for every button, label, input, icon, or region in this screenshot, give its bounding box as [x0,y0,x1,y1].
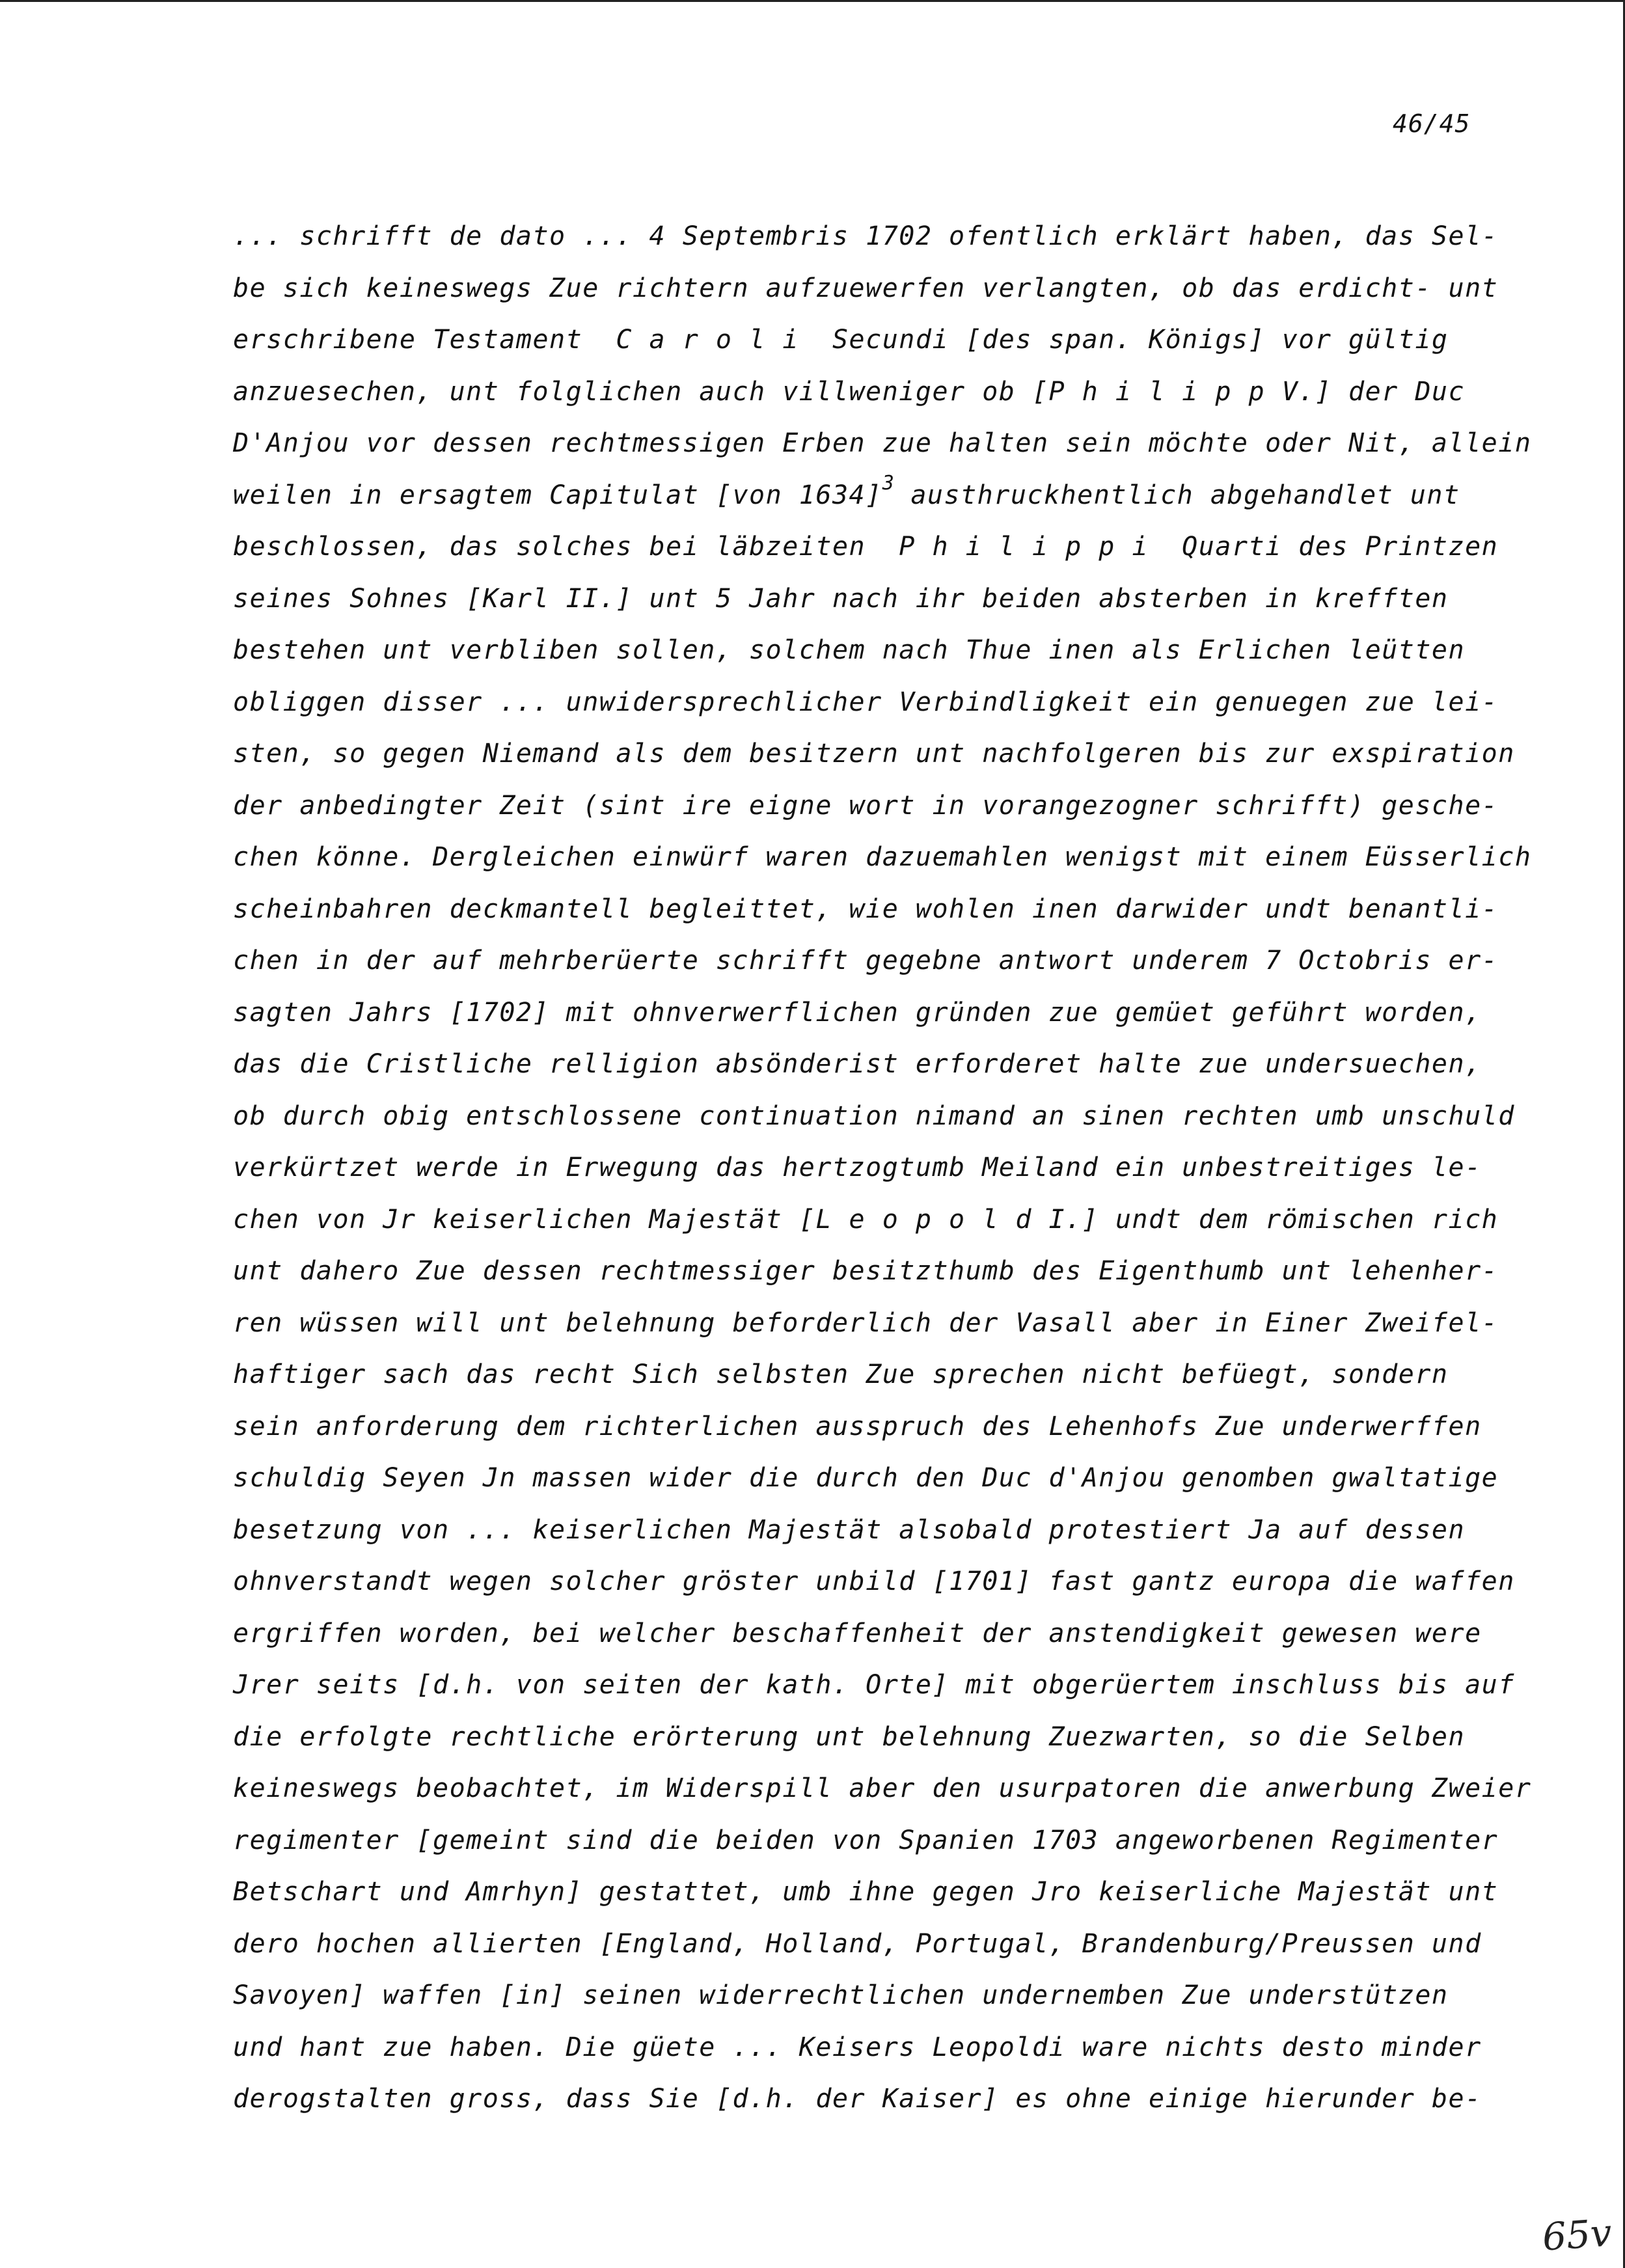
page-number: 46/45 [1393,109,1471,138]
text-line: ergriffen worden, bei welcher beschaffenheit der anstendigkeit gewesen were [233,1618,1482,1648]
text-line-start: weilen in ersagtem Capitulat [von 1634] [233,480,882,510]
text-line: ... schrifft de dato ... 4 Septembris 1702 ofentlich erklärt haben, das Sel- [233,221,1499,251]
handwritten-folio-mark: 65v [1540,2210,1613,2260]
page-border-top [0,0,1625,2]
text-line: chen könne. Dergleichen einwürf waren dazuemahlen wenigst mit einem Eüsserlich [233,842,1532,872]
text-line: schuldig Seyen Jn massen wider die durch den Duc d'Anjou genomben gwaltatige [233,1463,1499,1493]
text-line-end: austhruckhentlich abgehandlet unt [894,480,1460,510]
text-line: Jrer seits [d.h. von seiten der kath. Orte] mit obgerüertem inschluss bis auf [233,1670,1515,1700]
text-line: derogstalten gross, dass Sie [d.h. der Kaiser] es ohne einige hierunder be- [233,2084,1482,2114]
text-line: Savoyen] waffen [in] seinen widerrechtlichen undernemben Zue understützen [233,1980,1449,2010]
footnote-marker: 3 [882,471,894,495]
text-line: Betschart und Amrhyn] gestattet, umb ihne gegen Jro keiserliche Majestät unt [233,1877,1499,1907]
text-line: keineswegs beobachtet, im Widerspill aber den usurpatoren die anwerbung Zweier [233,1773,1532,1803]
text-line: und hant zue haben. Die güete ... Keisers Leopoldi ware nichts desto minder [233,2032,1482,2062]
text-line: besetzung von ... keiserlichen Majestät alsobald protestiert Ja auf dessen [233,1514,1466,1545]
text-line: sten, so gegen Niemand als dem besitzern unt nachfolgeren bis zur exspiration [233,739,1515,769]
text-line: be sich keineswegs Zue richtern aufzuewerfen verlangten, ob das erdicht- unt [233,273,1499,303]
text-line: der anbedingter Zeit (sint ire eigne wort in vorangezogner schrifft) gesche- [233,790,1499,821]
text-line: D'Anjou vor dessen rechtmessigen Erben zue halten sein möchte oder Nit, allein [233,428,1532,458]
text-line: haftiger sach das recht Sich selbsten Zue sprechen nicht befüegt, sondern [233,1359,1449,1389]
text-line: beschlossen, das solches bei läbzeiten P h i l i p p i Quarti des Printzen [233,532,1499,562]
text-line: chen in der auf mehrberüerte schrifft gegebne antwort underem 7 Octobris er- [233,946,1499,976]
text-line: sein anforderung dem richterlichen ausspruch des Lehenhofs Zue underwerffen [233,1411,1482,1441]
text-line-with-footnote [233,470,1522,522]
text-line: anzuesechen, unt folglichen auch villweniger ob [P h i l i p p V.] der Duc [233,376,1466,407]
text-line: ohnverstandt wegen solcher gröster unbild [1701] fast gantz europa die waffen [233,1566,1515,1596]
body-text [233,211,1532,2125]
text-line: bestehen unt verbliben sollen, solchem nach Thue inen als Erlichen leütten [233,635,1466,665]
text-line: ob durch obig entschlossene continuation nimand an sinen rechten umb unschuld [233,1100,1515,1131]
text-line: ren wüssen will unt belehnung beforderlich der Vasall aber in Einer Zweifel- [233,1307,1499,1338]
text-line: dero hochen allierten [England, Holland, Portugal, Brandenburg/Preussen und [233,1928,1482,1959]
text-line: die erfolgte rechtliche erörterung unt belehnung Zuezwarten, so die Selben [233,1721,1466,1752]
text-line: regimenter [gemeint sind die beiden von Spanien 1703 angeworbenen Regimenter [233,1825,1499,1855]
text-line: scheinbahren deckmantell begleittet, wie wohlen inen darwider undt benantli- [233,894,1499,924]
text-line: unt dahero Zue dessen rechtmessiger besitzthumb des Eigenthumb unt lehenher- [233,1256,1499,1286]
text-line: verkürtzet werde in Erwegung das hertzogtumb Meiland ein unbestreitiges le- [233,1153,1482,1182]
text-line: erschribene Testament C a r o l i Secundi [des span. Königs] vor gültig [233,325,1449,355]
text-line: obliggen disser ... unwidersprechlicher Verbindligkeit ein genuegen zue lei- [233,687,1499,717]
text-line: sagten Jahrs [1702] mit ohnverwerflichen gründen zue gemüet geführt worden, [233,997,1482,1028]
text-line: das die Cristliche relligion absönderist erforderet halte zue undersuechen, [233,1049,1482,1079]
text-line: chen von Jr keiserlichen Majestät [L e o p o l d I.] undt dem römischen rich [233,1204,1499,1235]
text-line: seines Sohnes [Karl II.] unt 5 Jahr nach ihr beiden absterben in krefften [233,583,1449,614]
